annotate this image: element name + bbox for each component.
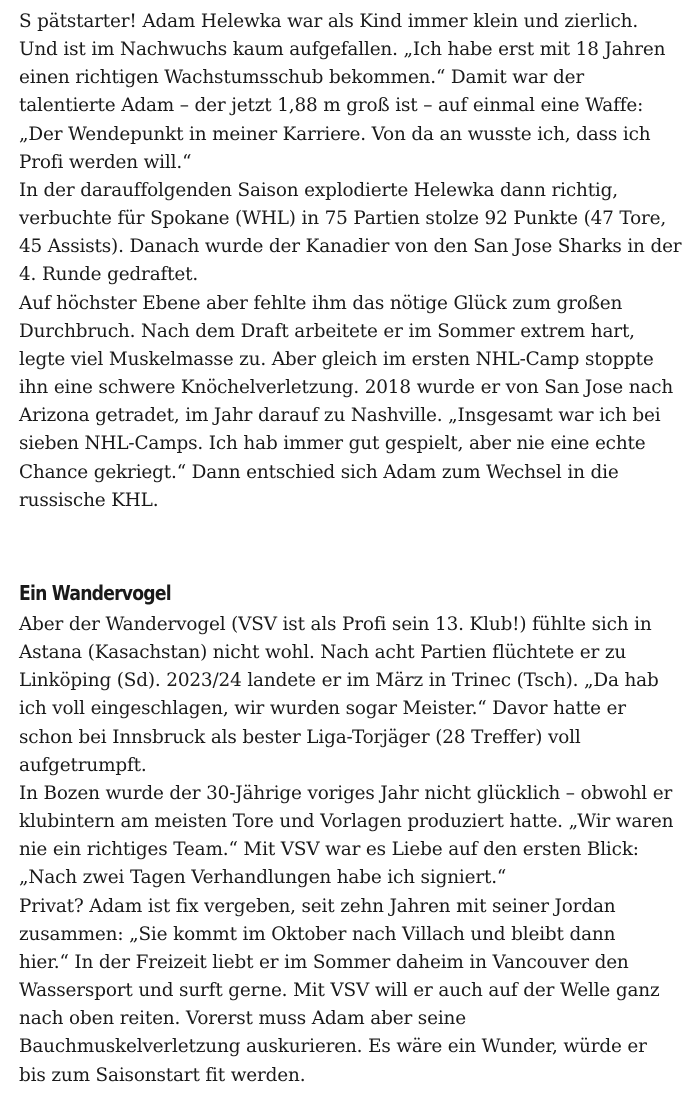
- article-paragraph-section-2: In Bozen wurde der 30-Jährige voriges Jahr nicht glücklich – obwohl er klubintern am meisten Tore und Vorlagen produziert hatte. „Wir waren nie ein richtiges Team.“ Mit VSV war es Liebe auf den ersten Blick: „Nach zwei Tagen Verhandlungen habe ich signiert.“: [19, 782, 674, 889]
- article-paragraph-intro-3: Auf höchster Ebene aber fehlte ihm das nötige Glück zum großen Durchbruch. Nach dem Draft arbeitete er im Sommer extrem hart, legte viel Muskelmasse zu. Aber gleich im ersten NHL-Camp stoppte ihn eine schwere Knöchelverletzung. 2018 wurde er von San Jose nach Arizona getradet, im Jahr darauf zu Nashville. „Insgesamt war ich bei sieben NHL-Camps. Ich hab immer gut gespielt, aber nie eine echte Chance gekriegt.“ Dann entschied sich Adam zum Wechsel in die russische KHL.: [19, 292, 674, 511]
- article-paragraph-section-3: Privat? Adam ist fix vergeben, seit zehn Jahren mit seiner Jordan zusammen: „Sie kommt im Oktober nach Villach und bleibt dann hier.“ In der Freizeit liebt er im Sommer daheim in Vancouver den Wassersport und surft gerne. Mit VSV will er auch auf der Welle ganz nach oben reiten. Vorerst muss Adam aber seine Bauchmuskelverletzung auskurieren. Es wäre ein Wunder, würde er bis zum Saisonstart fit werden.: [19, 895, 660, 1086]
- section-heading: Ein Wandervogel: [19, 581, 171, 605]
- section-body: [19, 611, 687, 1090]
- article-paragraph-intro-2: In der darauffolgenden Saison explodierte Helewka dann richtig, verbuchte für Spokane (WHL) in 75 Partien stolze 92 Punkte (47 Tore, 45 Assists). Danach wurde der Kanadier von den San Jose Sharks in der 4. Runde gedraftet.: [19, 179, 682, 286]
- article-paragraph-intro-1: S pätstarter! Adam Helewka war als Kind immer klein und zierlich. Und ist im Nachwuchs kaum aufgefallen. „Ich habe erst mit 18 Jahren einen richtigen Wachstumsschub bekommen.“ Damit war der talentierte Adam – der jetzt 1,88 m groß ist – auf einmal eine Waffe: „Der Wendepunkt in meiner Karriere. Von da an wusste ich, dass ich Profi werden will.“: [19, 11, 666, 173]
- article-body: [19, 8, 687, 1086]
- article-paragraph-section-1: Aber der Wandervogel (VSV ist als Profi sein 13. Klub!) fühlte sich in Astana (Kasachstan) nicht wohl. Nach acht Partien flüchtete er zu Linköping (Sd). 2023/24 landete er im März in Trinec (Tsch). „Da hab ich voll eingeschlagen, wir wurden sogar Meister.“ Davor hatte er schon bei Innsbruck als bester Liga-Torjäger (28 Treffer) voll aufgetrumpft.: [19, 614, 659, 776]
